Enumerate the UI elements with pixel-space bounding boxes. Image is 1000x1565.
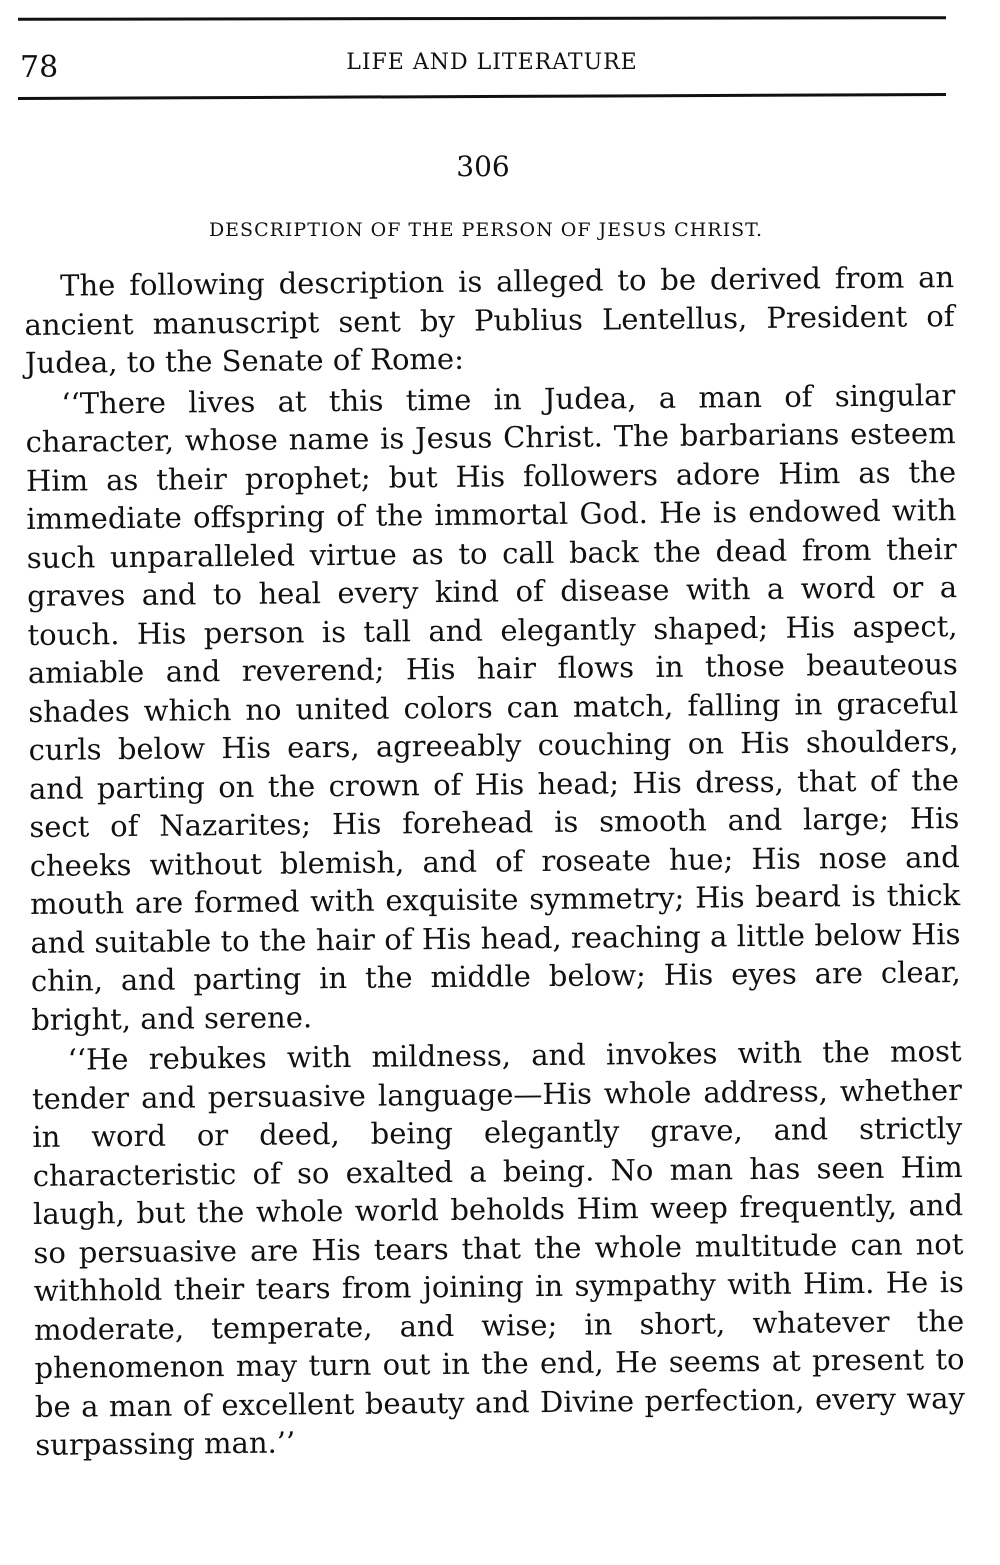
- conduct-paragraph: ‘‘He rebukes with mildness, and invokes with the most tender and persuasive language—His whole address, whether in word or deed, being elegantly grave, and strictly characteristic of so exalted a being. No man has seen Him laugh, but the whole world beholds Him weep frequently, and so persuasive are His tears that the whole multitude can not withhold their tears from joining in sympathy with Him. He is moderate, temperate, and wise; in short, whatever the phenomenon may turn out in the end, He seems at present to be a man of excellent beauty and Divine perfection, every way surpassing man.’’: [31, 1034, 966, 1462]
- body-text: [24, 258, 965, 1464]
- header-top-rule: [18, 16, 946, 21]
- section-number: 306: [456, 150, 510, 183]
- header-bottom-rule: [18, 93, 946, 100]
- section-title: DESCRIPTION OF THE PERSON OF JESUS CHRIST.: [208, 219, 764, 241]
- page-number: 78: [20, 50, 59, 85]
- running-head: LIFE AND LITERATURE: [346, 50, 638, 75]
- intro-paragraph: The following description is alleged to be derived from an ancient manuscript sent by Publius Lentellus, President of Judea, to the Senate of Rome:: [24, 260, 955, 380]
- description-paragraph: ‘‘There lives at this time in Judea, a man of singular character, whose name is Jesus Christ. The barbarians esteem Him as their prophet; but His followers adore Him as the immediate offspring of the immortal God. He is endowed with such unparalleled virtue as to call back the dead from their graves and to heal every kind of disease with a word or a touch. His person is tall and elegantly shaped; His aspect, amiable and reverend; His hair flows in those beauteous shades which no united colors can match, falling in graceful curls below His ears, agreeably couching on His shoulders, and parting on the crown of His head; His dress, that of the sect of Nazarites; His forehead is smooth and large; His cheeks without blemish, and of roseate hue; His nose and mouth are formed with exquisite symmetry; His beard is thick and suitable to the hair of His head, reaching a little below His chin, and parting in the middle below; His eyes are clear, bright, and serene.: [25, 377, 961, 1037]
